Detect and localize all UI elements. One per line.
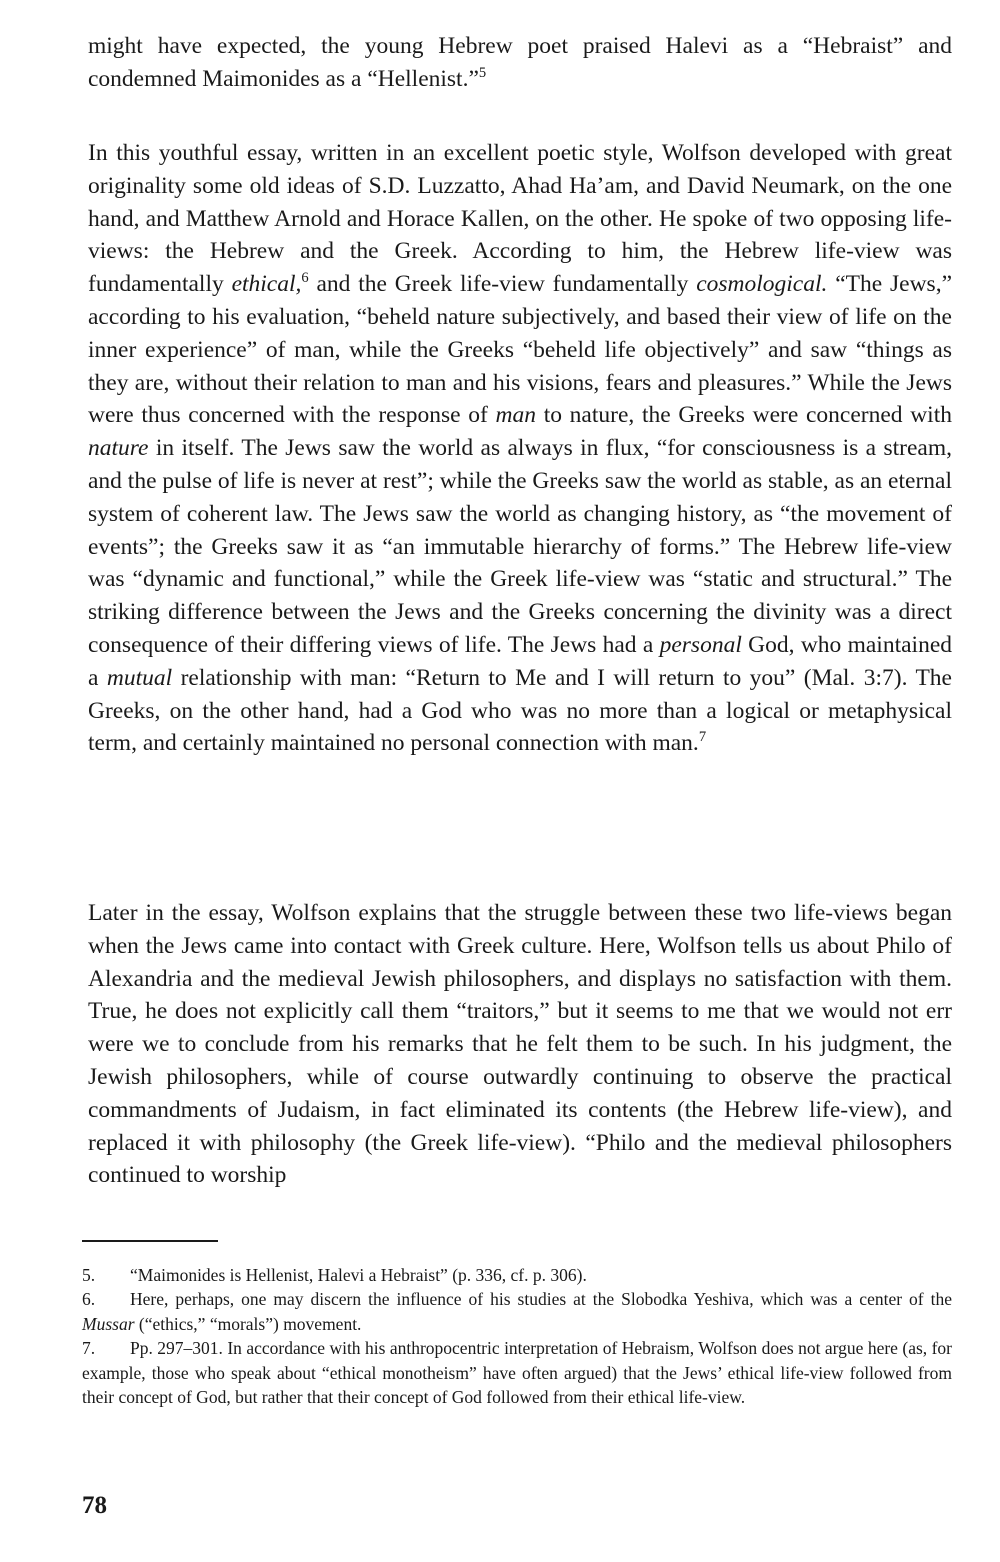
text-run: God, who maintained a [88, 631, 953, 691]
footnote-ref: 5 [478, 64, 487, 81]
footnote-6 [82, 1287, 952, 1336]
footnote-number: 6. [82, 1289, 96, 1310]
text-run: in itself. The Jews saw the world as always in flux, “for consciousness is a stream, and the pulse of life is never at rest”; while the Greeks saw the world as stable, as an eternal system of coherent law. The Jews saw the world as changing history, as “the movement of events”; the Greeks saw it as “an immutable hierarchy of forms.” The Hebrew life-view was “dynamic and functional,” while the Greek life-view was “static and structural.” The striking difference between the Jews and the Greeks concerning the divinity was a direct consequence of their differing views of life. The Jews had a [88, 435, 952, 658]
text-run: relationship with man: “Return to Me and I will return to you” (Mal. 3:7). The Greeks, on the other hand, had a God who was no more than a logical or metaphysical term, and certainly maintained no personal connection with man. [88, 664, 952, 757]
text-run: Here, perhaps, one may discern the influence of his studies at the Slobodka Yeshiva, which was a center of the [130, 1289, 952, 1310]
footnote-7 [82, 1336, 952, 1409]
italic-text: man [495, 402, 537, 429]
italic-text: mutual [106, 664, 173, 691]
italic-text: ethical, [231, 271, 302, 298]
page-number: 78 [82, 1492, 107, 1519]
footnote-divider [82, 1240, 218, 1242]
text-run: “Maimonides is Hellenist, Halevi a Hebraist” (p. 336, cf. p. 306). [130, 1265, 587, 1285]
paragraph-text [88, 137, 952, 760]
paragraph-text [88, 30, 952, 96]
footnote-number: 5. [82, 1265, 96, 1285]
footnote-5 [82, 1263, 952, 1287]
text-run: to nature, the Greeks were concerned with [536, 402, 952, 429]
footnote-text [130, 1265, 587, 1285]
text-run: Later in the essay, Wolfson explains that the struggle between these two life-views began when the Jews came into contact with Greek culture. Here, Wolfson tells us about Philo of Alexandria and the medieval Jewish philosophers, and displays no satisfaction with them. True, he does not explicitly call them “traitors,” but it seems to me that we would not err were we to conclude from his remarks that he felt them to be such. In his judgment, the Jewish philosophers, while of course outwardly continuing to observe the practical commandments of Judaism, in fact eliminated its contents (the Hebrew life-view), and replaced it with philosophy (the Greek life-view). “Philo and the medieval philosophers continued to worship [88, 900, 952, 1189]
italic-text: Mussar [82, 1313, 135, 1334]
paragraph-life-views [88, 137, 952, 760]
text-run: In this youthful essay, written in an excellent poetic style, Wolfson developed with great originality some old ideas of S.D. Luzzatto, Ahad Ha’am, and David Neumark, on the one hand, and Matthew Arnold and Horace Kallen, on the other. He spoke of two opposing life-views: the Hebrew and the Greek. According to him, the Hebrew life-view was fundamentally [88, 140, 952, 298]
footnote-text [82, 1338, 952, 1407]
paragraph-continued [88, 30, 952, 96]
italic-text: cosmological. [696, 271, 828, 298]
text-run: and the Greek life-view fundamentally [308, 271, 697, 298]
footnote-text [82, 1289, 952, 1333]
paragraph-philosophers [88, 897, 952, 1192]
text-run: (“ethics,” “morals”) movement. [134, 1313, 362, 1334]
italic-text: personal [659, 631, 742, 658]
footnote-ref: 7 [698, 729, 707, 746]
footnote-number: 7. [82, 1338, 96, 1359]
text-run: “The Jews,” according to his evaluation, “beheld nature subjectively, and based their view of life on the inner experience” of man, while the Greeks “beheld life objectively” and saw “things as they are, without their relation to man and his visions, fears and pleasures.” While the Jews were thus concerned with the response of [88, 271, 953, 429]
paragraph-text [88, 897, 952, 1192]
footnote-ref: 6 [301, 270, 309, 287]
text-run: Pp. 297–301. In accordance with his anthropocentric interpretation of Hebraism, Wolfson does not argue here (as, for example, those who speak about “ethical monotheism” have often argued) that the Jews’ ethical life-view followed from their concept of God, but rather that their concept of God followed from their ethical life-view. [82, 1338, 952, 1408]
footnotes [82, 1263, 952, 1409]
text-run: might have expected, the young Hebrew poet praised Halevi as a “Hebraist” and condemned Maimonides as a “Hellenist.” [88, 33, 952, 92]
italic-text: nature [88, 435, 149, 462]
